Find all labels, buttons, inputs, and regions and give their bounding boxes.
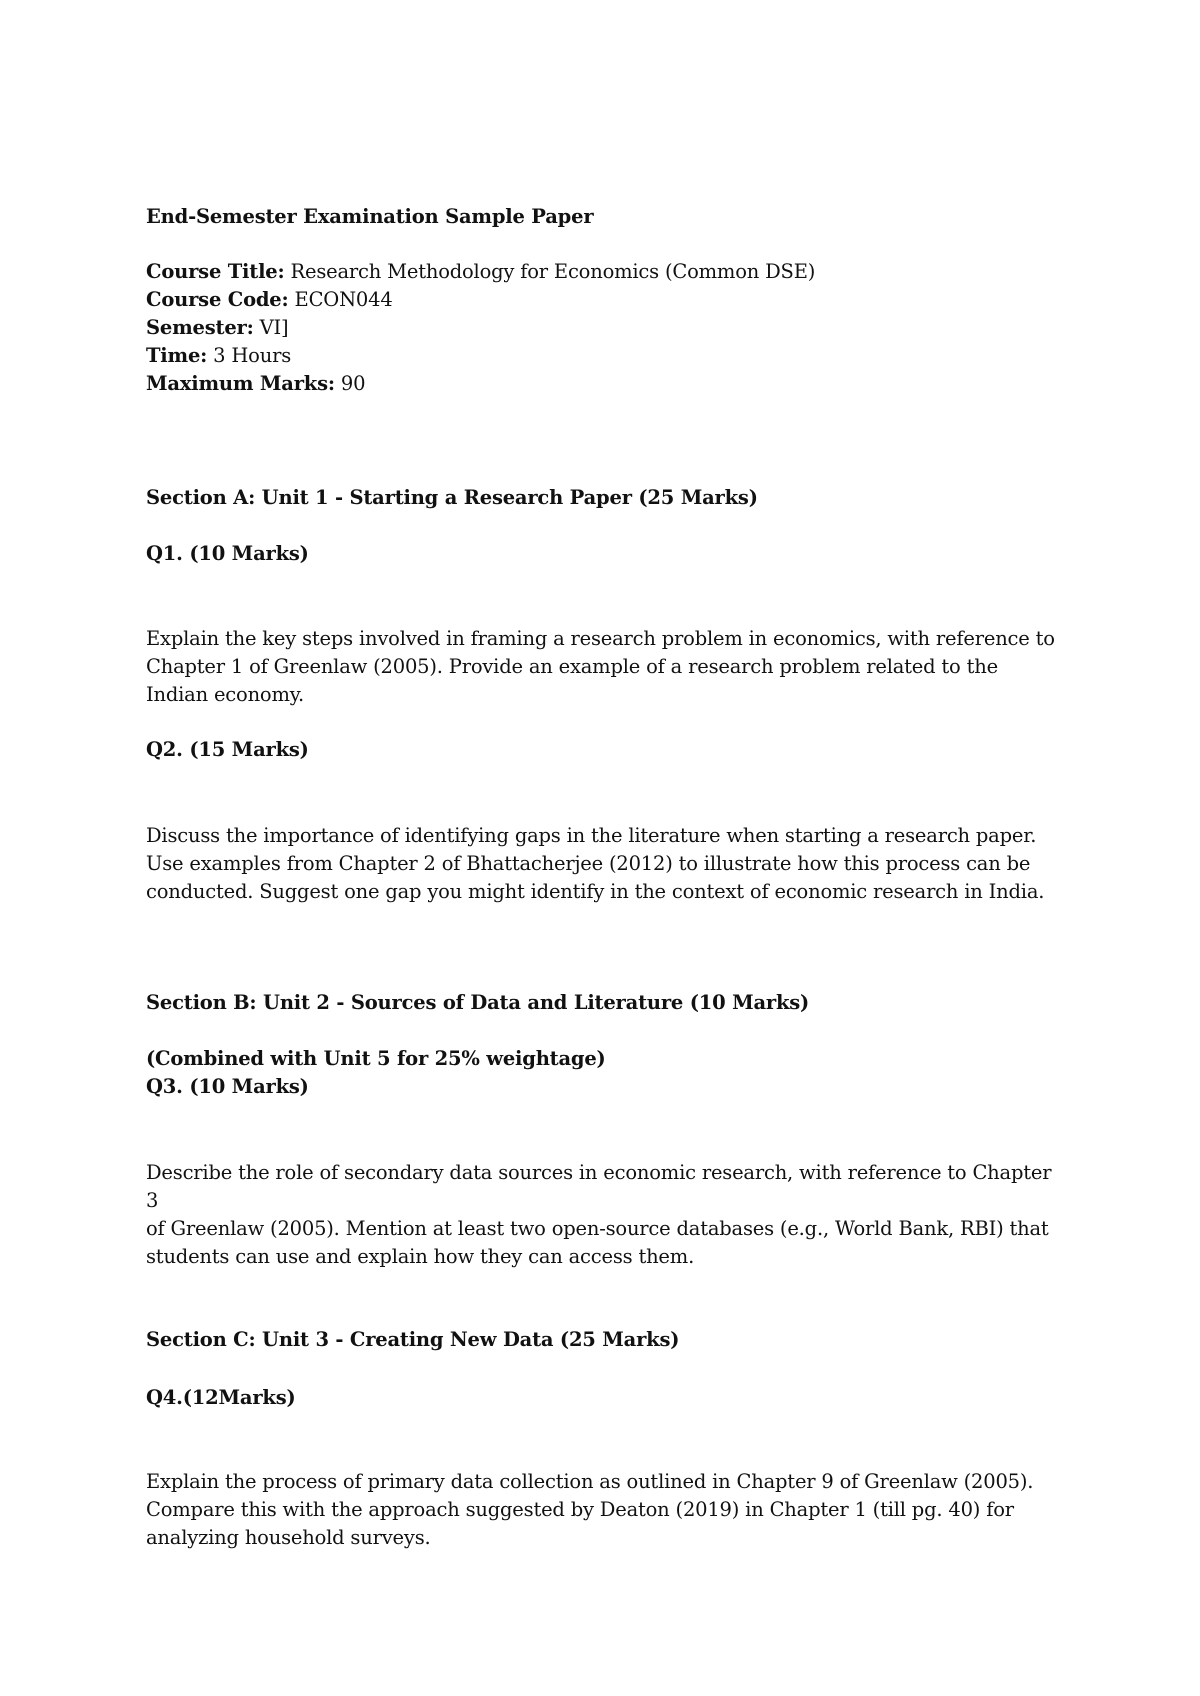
q3-label: Q3. (10 Marks) bbox=[146, 1075, 309, 1098]
q4-line: Compare this with the approach suggested by Deaton (2019) in Chapter 1 (till pg. 40) for bbox=[146, 1498, 1014, 1521]
q4-line: Explain the process of primary data collection as outlined in Chapter 9 of Greenlaw (2005). bbox=[146, 1470, 1034, 1493]
q1-line: Explain the key steps involved in framing a research problem in economics, with reference to bbox=[146, 627, 1055, 650]
q3-line: of Greenlaw (2005). Mention at least two open-source databases (e.g., World Bank, RBI) that bbox=[146, 1217, 1049, 1240]
q2-line: Use examples from Chapter 2 of Bhattacherjee (2012) to illustrate how this process can be bbox=[146, 852, 1031, 875]
q2-label: Q2. (15 Marks) bbox=[146, 738, 309, 761]
q2-line: conducted. Suggest one gap you might identify in the context of economic research in India. bbox=[146, 880, 1045, 903]
q2-text bbox=[146, 822, 1066, 906]
course-code-value: ECON044 bbox=[294, 288, 393, 311]
section-c-heading: Section C: Unit 3 - Creating New Data (25 Marks) bbox=[146, 1328, 680, 1351]
section-b-heading: Section B: Unit 2 - Sources of Data and Literature (10 Marks) bbox=[146, 991, 810, 1014]
course-title-value: Research Methodology for Economics (Common DSE) bbox=[290, 260, 816, 283]
course-code-field bbox=[146, 286, 393, 314]
q1-line: Chapter 1 of Greenlaw (2005). Provide an example of a research problem related to the bbox=[146, 655, 998, 678]
course-code-label: Course Code: bbox=[146, 288, 289, 311]
maximum-marks-label: Maximum Marks: bbox=[146, 372, 335, 395]
q4-label: Q4.(12Marks) bbox=[146, 1386, 296, 1409]
section-b-note: (Combined with Unit 5 for 25% weightage) bbox=[146, 1047, 606, 1070]
semester-value: VI] bbox=[259, 316, 289, 339]
time-value: 3 Hours bbox=[213, 344, 292, 367]
q4-line: analyzing household surveys. bbox=[146, 1526, 431, 1549]
time-field bbox=[146, 342, 291, 370]
q3-text bbox=[146, 1159, 1066, 1271]
course-title-label: Course Title: bbox=[146, 260, 285, 283]
q1-label: Q1. (10 Marks) bbox=[146, 542, 309, 565]
q1-text bbox=[146, 625, 1066, 709]
semester-label: Semester: bbox=[146, 316, 254, 339]
semester-field bbox=[146, 314, 288, 342]
paper-title: End-Semester Examination Sample Paper bbox=[146, 205, 594, 228]
q2-line: Discuss the importance of identifying gaps in the literature when starting a research paper. bbox=[146, 824, 1037, 847]
section-a-heading: Section A: Unit 1 - Starting a Research Paper (25 Marks) bbox=[146, 486, 758, 509]
q3-line: Describe the role of secondary data sources in economic research, with reference to Chapter 3 bbox=[146, 1161, 1052, 1212]
maximum-marks-field bbox=[146, 370, 365, 398]
q1-line: Indian economy. bbox=[146, 683, 304, 706]
time-label: Time: bbox=[146, 344, 208, 367]
course-title-field bbox=[146, 258, 815, 286]
q4-text bbox=[146, 1468, 1066, 1552]
q3-line: students can use and explain how they can access them. bbox=[146, 1245, 695, 1268]
maximum-marks-value: 90 bbox=[340, 372, 366, 395]
